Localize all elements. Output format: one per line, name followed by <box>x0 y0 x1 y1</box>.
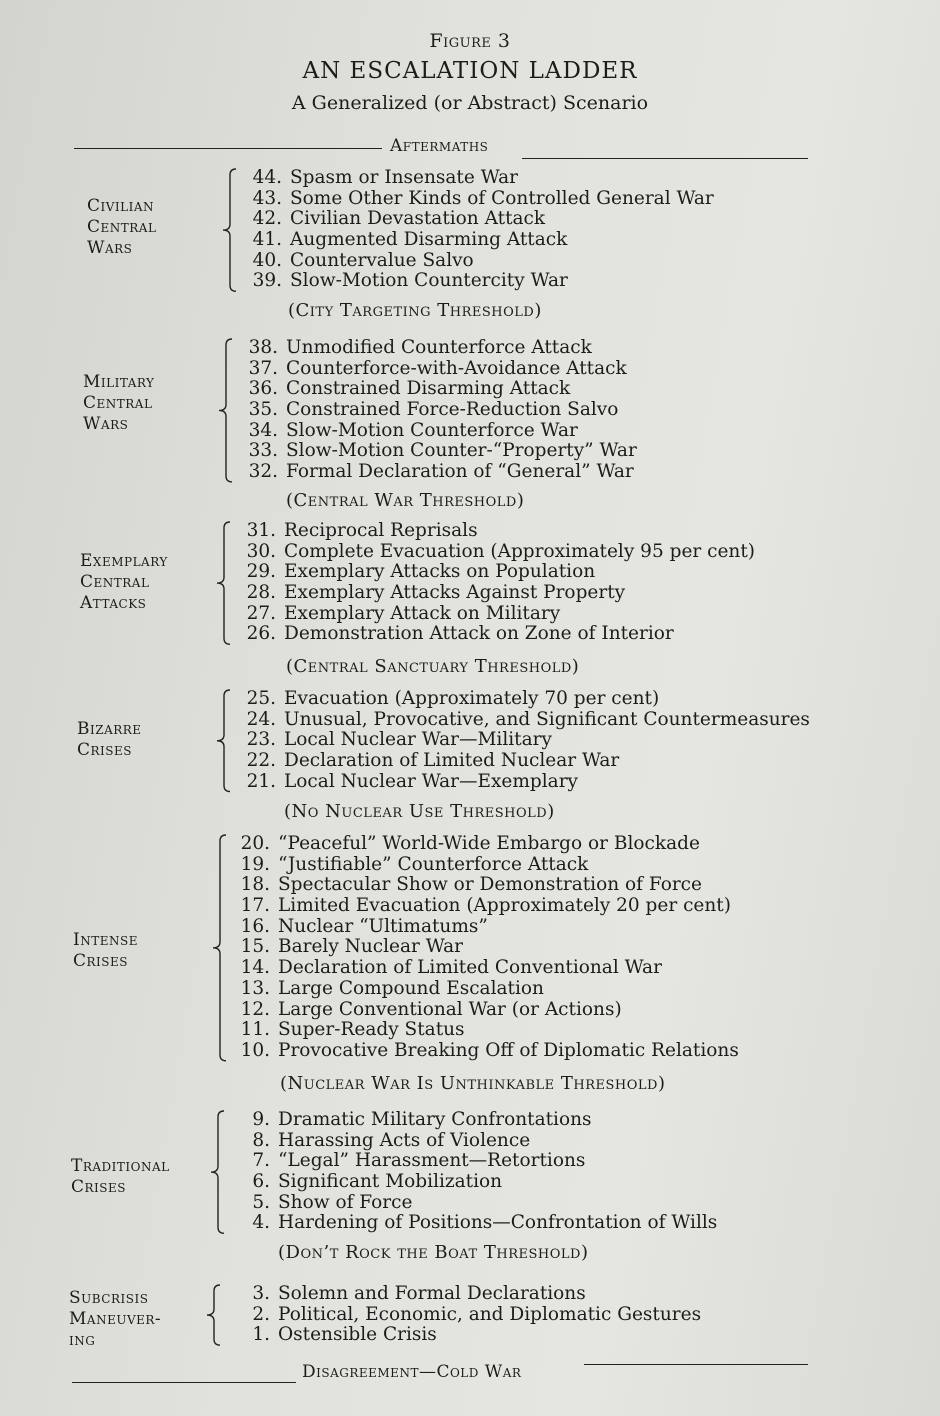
rung-number: 13. <box>240 977 270 999</box>
threshold-label: (Nuclear War Is Unthinkable Threshold) <box>280 1073 666 1094</box>
rung-text: Show of Force <box>278 1191 413 1213</box>
rung-item <box>228 1131 717 1152</box>
rung-text: “Justifiable” Counterforce Attack <box>278 853 589 875</box>
rung-item <box>228 1110 717 1131</box>
rung-text: Declaration of Limited Nuclear War <box>284 750 620 772</box>
rung-text: Provocative Breaking Off of Diplomatic Relations <box>278 1039 739 1061</box>
rung-item <box>228 979 739 1000</box>
rung-text: Exemplary Attacks Against Property <box>284 582 626 604</box>
rung-number: 1. <box>252 1324 270 1346</box>
threshold-label: (Central War Threshold) <box>286 490 525 511</box>
rung-text: “Peaceful” World-Wide Embargo or Blockade <box>278 833 700 854</box>
group-label-line: Exemplary <box>80 551 168 571</box>
rung-item <box>234 562 755 583</box>
rung-text: Barely Nuclear War <box>278 936 464 958</box>
rung-number: 22. <box>246 750 276 772</box>
rung-item <box>234 542 755 563</box>
rung-item <box>240 251 714 272</box>
left-brace-icon <box>214 521 232 645</box>
group-label-line: Attacks <box>80 593 147 613</box>
group-label <box>87 196 156 259</box>
group-label-line: Traditional <box>71 1156 170 1176</box>
rung-number: 34. <box>248 419 278 441</box>
rung-item <box>228 1305 701 1326</box>
group-label-line: Crises <box>71 1177 126 1197</box>
left-brace-icon <box>210 834 228 1062</box>
rung-item <box>228 1284 701 1305</box>
rung-item <box>234 521 755 542</box>
rung-list <box>228 1284 701 1346</box>
rung-number: 31. <box>246 520 276 541</box>
group-label-line: Bizarre <box>77 719 142 739</box>
rung-item <box>228 1151 717 1172</box>
rung-item <box>228 875 739 896</box>
rung-number: 41. <box>252 229 282 251</box>
rung-text: Nuclear “Ultimatums” <box>278 915 488 937</box>
rung-item <box>228 1213 717 1234</box>
rung-number: 19. <box>240 853 270 875</box>
rung-text: Exemplary Attack on Military <box>284 602 561 624</box>
rung-text: Unmodified Counterforce Attack <box>286 337 592 358</box>
rung-text: Large Conventional War (or Actions) <box>278 998 622 1020</box>
rung-item <box>228 958 739 979</box>
rung-number: 37. <box>248 357 278 379</box>
group-label-line: Central <box>87 217 157 237</box>
rung-text: Constrained Disarming Attack <box>286 378 571 400</box>
rung-text: Some Other Kinds of Controlled General War <box>290 187 714 209</box>
rung-text: Super-Ready Status <box>278 1019 465 1041</box>
threshold-label: (No Nuclear Use Threshold) <box>284 801 555 822</box>
rung-text: Political, Economic, and Diplomatic Gestures <box>278 1303 702 1325</box>
bottom-rule <box>0 1354 940 1384</box>
rung-item <box>234 689 810 710</box>
group-label-line: Civilian <box>87 196 155 216</box>
rung-item <box>228 1172 717 1193</box>
rung-text: Formal Declaration of “General” War <box>286 461 634 483</box>
rung-text: Local Nuclear War—Military <box>284 729 552 751</box>
threshold-label: (Central Sanctuary Threshold) <box>286 656 580 677</box>
rung-number: 39. <box>252 270 282 292</box>
rung-item <box>240 168 714 189</box>
rung-number: 42. <box>252 208 282 230</box>
bottom-rule-label: Disagreement—Cold War <box>302 1362 522 1382</box>
rung-number: 20. <box>240 833 270 854</box>
rung-item <box>228 937 739 958</box>
rung-text: Slow-Motion Counter-“Property” War <box>286 440 637 462</box>
group-label <box>71 1156 170 1198</box>
group-label-line: Subcrisis <box>69 1288 149 1308</box>
rung-number: 24. <box>246 708 276 730</box>
rung-text: Ostensible Crisis <box>278 1324 437 1346</box>
bottom-rule-right-line <box>584 1364 808 1365</box>
figure-label: Figure 3 <box>429 30 511 52</box>
rung-number: 27. <box>246 602 276 624</box>
rung-text: Complete Evacuation (Approximately 95 per cent) <box>284 540 755 562</box>
rung-number: 35. <box>248 399 278 421</box>
left-brace-icon <box>214 689 232 793</box>
rung-number: 2. <box>252 1303 270 1325</box>
left-brace-icon <box>204 1284 222 1346</box>
rung-number: 36. <box>248 378 278 400</box>
rung-number: 15. <box>240 936 270 958</box>
rung-text: Dramatic Military Confrontations <box>278 1109 592 1130</box>
figure-subtitle: A Generalized (or Abstract) Scenario <box>291 92 649 114</box>
group-label-line: Military <box>83 372 155 392</box>
rung-item <box>236 441 637 462</box>
rung-text: Significant Mobilization <box>278 1171 503 1193</box>
rung-list <box>240 168 714 292</box>
rung-number: 43. <box>252 187 282 209</box>
rung-item <box>228 1041 739 1062</box>
group-label-line: Crises <box>73 951 128 971</box>
rung-text: Spasm or Insensate War <box>290 167 518 188</box>
rung-item <box>228 855 739 876</box>
rung-item <box>240 230 714 251</box>
rung-number: 32. <box>248 461 278 483</box>
group-label-line: Wars <box>87 238 133 258</box>
rung-number: 14. <box>240 957 270 979</box>
rung-number: 7. <box>252 1150 270 1172</box>
rung-item <box>228 1000 739 1021</box>
rung-item <box>228 1325 701 1346</box>
rung-list <box>234 521 755 645</box>
rung-text: Solemn and Formal Declarations <box>278 1283 586 1304</box>
rung-item <box>236 400 637 421</box>
top-rule <box>0 134 940 164</box>
rung-item <box>236 421 637 442</box>
rung-text: Counterforce-with-Avoidance Attack <box>286 357 627 379</box>
rung-text: Slow-Motion Countercity War <box>290 270 568 292</box>
left-brace-icon <box>220 168 238 292</box>
rung-number: 16. <box>240 915 270 937</box>
rung-number: 21. <box>246 770 276 792</box>
rung-item <box>236 338 637 359</box>
rung-item <box>240 189 714 210</box>
rung-item <box>228 896 739 917</box>
figure-title: AN ESCALATION LADDER <box>302 58 638 84</box>
threshold-label: (City Targeting Threshold) <box>288 300 542 321</box>
group-label-line: ing <box>69 1330 96 1350</box>
rung-text: Civilian Devastation Attack <box>290 208 546 230</box>
rung-number: 4. <box>252 1212 270 1234</box>
rung-item <box>228 917 739 938</box>
top-rule-left-line <box>74 148 382 149</box>
rung-text: Exemplary Attacks on Population <box>284 561 596 583</box>
rung-number: 26. <box>246 623 276 645</box>
rung-item <box>240 271 714 292</box>
rung-text: Local Nuclear War—Exemplary <box>284 770 578 792</box>
rung-text: Slow-Motion Counterforce War <box>286 419 578 441</box>
rung-number: 23. <box>246 729 276 751</box>
rung-list <box>228 1110 717 1234</box>
rung-item <box>228 834 739 855</box>
rung-number: 40. <box>252 249 282 271</box>
group-label-line: Wars <box>83 414 129 434</box>
rung-item <box>234 730 810 751</box>
threshold-label: (Don’t Rock the Boat Threshold) <box>278 1242 589 1263</box>
group-label <box>80 551 168 614</box>
rung-number: 5. <box>252 1191 270 1213</box>
rung-number: 17. <box>240 895 270 917</box>
rung-text: “Legal” Harassment—Retortions <box>278 1150 586 1172</box>
rung-number: 30. <box>246 540 276 562</box>
rung-item <box>228 1020 739 1041</box>
rung-text: Large Compound Escalation <box>278 977 544 999</box>
rung-number: 33. <box>248 440 278 462</box>
rung-text: Demonstration Attack on Zone of Interior <box>284 623 674 645</box>
rung-text: Evacuation (Approximately 70 per cent) <box>284 688 660 709</box>
group-label-line: Central <box>83 393 153 413</box>
rung-text: Reciprocal Reprisals <box>284 520 478 541</box>
rung-item <box>236 359 637 380</box>
rung-item <box>234 772 810 793</box>
rung-item <box>234 710 810 731</box>
group-label <box>73 930 138 972</box>
rung-number: 8. <box>252 1129 270 1151</box>
left-brace-icon <box>208 1110 226 1234</box>
rung-list <box>236 338 637 483</box>
rung-text: Unusual, Provocative, and Significant Countermeasures <box>284 708 810 730</box>
group-label <box>69 1288 161 1351</box>
left-brace-icon <box>216 338 234 483</box>
rung-number: 44. <box>252 167 282 188</box>
rung-number: 3. <box>252 1283 270 1304</box>
rung-item <box>234 751 810 772</box>
rung-text: Spectacular Show or Demonstration of Force <box>278 874 702 896</box>
rung-item <box>228 1193 717 1214</box>
rung-text: Hardening of Positions—Confrontation of Wills <box>278 1212 718 1234</box>
top-rule-label: Aftermaths <box>390 136 489 156</box>
group-label-line: Intense <box>73 930 138 950</box>
rung-text: Declaration of Limited Conventional War <box>278 957 662 979</box>
rung-text: Limited Evacuation (Approximately 20 per cent) <box>278 895 731 917</box>
rung-text: Augmented Disarming Attack <box>290 229 568 251</box>
group-label <box>83 372 154 435</box>
bottom-rule-left-line <box>72 1382 296 1383</box>
group-label-line: Crises <box>77 740 132 760</box>
rung-number: 11. <box>240 1019 270 1041</box>
rung-item <box>236 379 637 400</box>
top-rule-right-line <box>522 158 808 159</box>
rung-number: 18. <box>240 874 270 896</box>
rung-item <box>234 583 755 604</box>
rung-number: 12. <box>240 998 270 1020</box>
rung-list <box>228 834 739 1062</box>
rung-number: 28. <box>246 582 276 604</box>
rung-list <box>234 689 810 792</box>
rung-text: Harassing Acts of Violence <box>278 1129 531 1151</box>
rung-number: 9. <box>252 1109 270 1130</box>
rung-text: Constrained Force-Reduction Salvo <box>286 399 619 421</box>
group-label <box>77 719 142 761</box>
group-label-line: Central <box>80 572 150 592</box>
rung-item <box>234 604 755 625</box>
group-label-line: Maneuver- <box>69 1309 162 1329</box>
rung-number: 38. <box>248 337 278 358</box>
rung-number: 29. <box>246 561 276 583</box>
rung-text: Countervalue Salvo <box>290 249 474 271</box>
rung-number: 6. <box>252 1171 270 1193</box>
rung-number: 10. <box>240 1039 270 1061</box>
rung-item <box>234 624 755 645</box>
rung-item <box>236 462 637 483</box>
rung-number: 25. <box>246 688 276 709</box>
rung-item <box>240 209 714 230</box>
